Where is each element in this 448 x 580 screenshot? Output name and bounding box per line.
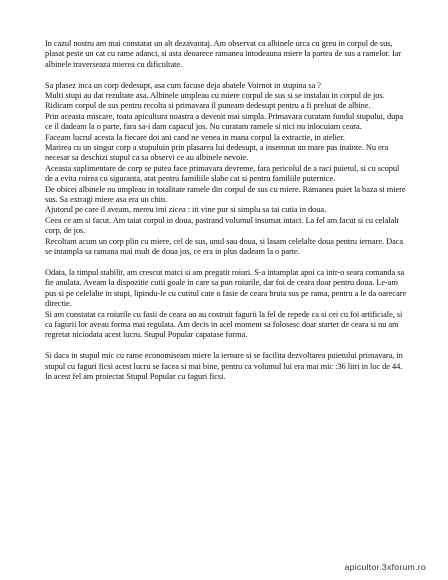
paragraph: Faceam lucrul acesta la fiecare doi ani cand ne venea in mana corpul la extractie, in atelier. (45, 132, 345, 142)
paragraph: Aceasta suplimentare de corp se putea face primavara devreme, fara pericolul de a raci puietul, si cu scopul de a evita roirea cu siguranta, atat pentru familiile slabe cat si pentru familiile puternice. (45, 163, 400, 184)
paragraph: Odata, la timpul stabilit, am crescut matci si am pregatit roiuri. S-a intamplat apoi ca intr-o seara comanda sa fie anulata. Aveam la dispozitie cutii goale in care sa pun roiurile, dar foi de ceara doar pentru doua. Le-am pus si pe celelalte in stupi, lipindu-le cu cutitul cate o fasie de ceara bruta sus pe rama, pentru a le da oarecare directie. (45, 267, 407, 309)
paragraph-gap (45, 70, 407, 80)
paragraph: Ajutorul pe care il aveam, mereu imi zicea : iti vine pur si simplu sa tai cutia in doua. (45, 205, 327, 215)
paragraph: Ceea ce am si facut. Am taiat corpul in doua, pastrand volumul insumat intact. La fel am facut si cu celalalt corp, de jos. (45, 215, 399, 236)
paragraph: Prin aceasta miscare, toata apicultura noastra a devenit mai simpla. Primavara curatam fundul stupului, dupa ce il dadeam la o parte, fara sa-i dam capacul jos. Nu curatam ramele si nici nu inlocuiam ceara. (45, 111, 404, 132)
paragraph-gap (45, 341, 407, 351)
paragraph: Si am constatat ca roiurile cu fasii de ceara au au costruit fagurii la fel de repede ca si cei cu foi artificiale, si ca fagurii lor aveau forma mai regulata. Am decis in acel moment sa folosesc doar starter de ceara si nu am regretat niciodata acest lucru. Stupul Popular capatase forma. (45, 309, 403, 340)
paragraph: Si daca in stupul mic cu rame economiseam miere la iernare si se facilita dezvoltarea puietului primavara, in stupul cu faguri ficsi acest lucru se facea si mai bine, pentru ca volumul lui era mai mic :36 litri in loc de 44. (45, 351, 403, 371)
paragraph: Marirea cu un singur corp a stupuluin prin plasarea lui dedesupt, a insemnat un mare pas inainte. Nu era necesar sa deschizi stupul ca sa observi ce au albinele nevoie. (45, 143, 389, 163)
document-body (45, 39, 407, 382)
paragraph: Ridicam corpul de sus pentru recolta si primavara il puneam dedesupt pentru a fi preluat de albine. (45, 101, 371, 111)
paragraph: Sa plasez inca un corp dedesupt, asa cum facuse deja abatele Voirnot in stupina sa ? (45, 80, 321, 90)
paragraph: In cazul nostru am mai constatat un alt dezavantaj. Am observat ca albinele urca cu greu in corpul de sus, plasat peste un cat cu rame adanci, si asta deoarece ramanea intodeauna miere la partea de sus a ramelor. Iar albinele traverseaza miereа cu dificultate. (45, 39, 402, 69)
site-watermark: apicultor.3xforum.ro (344, 562, 426, 572)
paragraph: Multi stupi au dat rezultate asa. Albinele umpleau cu miere corpul de sus si se instalau in corpul de jos. (45, 91, 385, 101)
paragraph: Recoltam acum un corp plin cu miere, cel de sus, unul sau doua, si lasam celelalte doua pentru iernare. Daca se intampla sa ramana mai mult de doua jos, ce era in plus dadeam la o parte. (45, 236, 404, 257)
paragraph: De obicei albinele nu umpleau in totalitate ramele din corpul de sus cu miere. Ramanea puiet la baza si miere sus. Sa extragi miere asa era un chin. (45, 184, 406, 205)
paragraph: In acest fel am proiectat Stupul Popular cu faguri ficsi. (45, 371, 226, 381)
paragraph-gap (45, 258, 407, 268)
